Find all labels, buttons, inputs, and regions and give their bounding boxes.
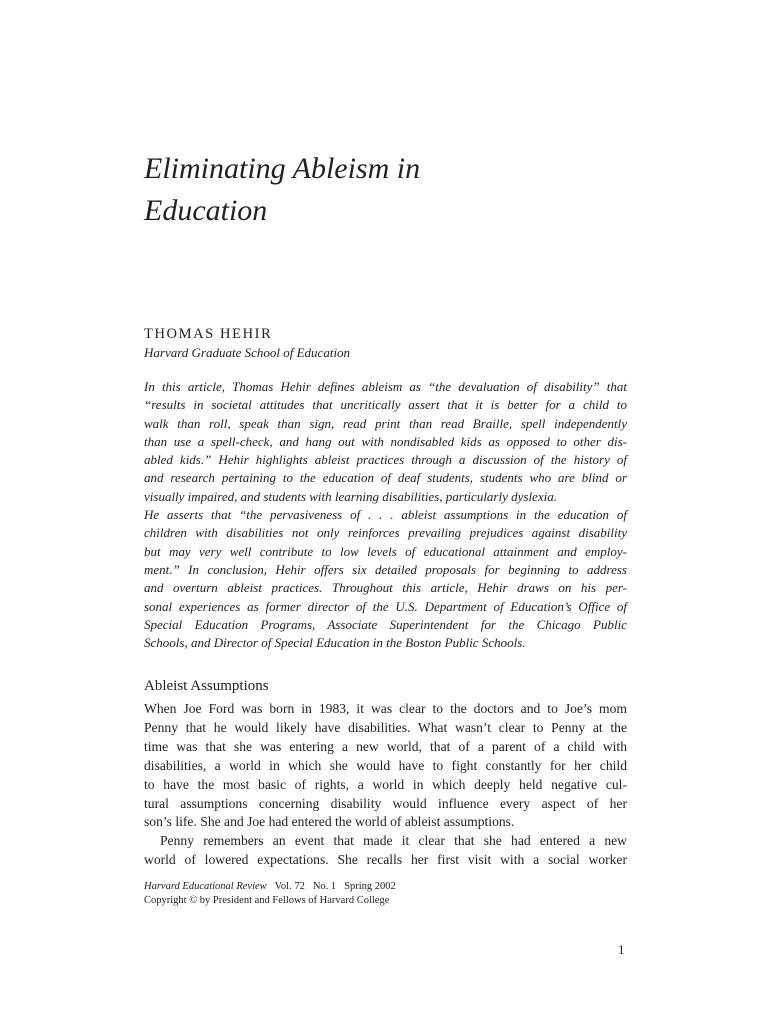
abstract-line: ment.” In conclusion, Hehir offers six detailed proposals for beginning to address [144, 561, 627, 577]
body-line: Penny remembers an event that made it clear that she had entered a new [160, 833, 627, 849]
author-affiliation: Harvard Graduate School of Education [144, 345, 351, 360]
journal-volume: Vol. 72 [274, 881, 305, 892]
abstract-line: Special Education Programs, Associate Superintendent for the Chicago Public [144, 616, 627, 632]
journal-date: Spring 2002 [344, 881, 396, 892]
article-title [144, 148, 624, 232]
body-line: disabilities, a world in which she would have to fight constantly for her child [144, 757, 627, 773]
abstract-line: Schools, and Director of Special Education in the Boston Public Schools. [144, 635, 526, 651]
citation-line [144, 880, 396, 894]
abstract-line: children with disabilities not only reinforces prevailing prejudices against disability [144, 525, 627, 541]
page-number: 1 [618, 942, 625, 957]
author-name: THOMAS HEHIR [144, 326, 273, 342]
journal-name: Harvard Educational Review [144, 881, 267, 892]
abstract [144, 378, 627, 652]
body-line: When Joe Ford was born in 1983, it was clear to the doctors and to Joe’s mom [144, 701, 627, 716]
body-text [144, 700, 627, 870]
abstract-line: and overturn ableist practices. Throughout this article, Hehir draws on his per- [144, 580, 627, 596]
copyright-notice: Copyright © by President and Fellows of Harvard College [144, 895, 390, 906]
journal-issue: No. 1 [312, 881, 337, 892]
abstract-line: and research pertaining to the education of deaf students, students who are blind or [144, 470, 627, 486]
body-line: world of lowered expectations. She recalls her first visit with a social worker [144, 852, 627, 868]
abstract-line: sonal experiences as former director of the U.S. Department of Education’s Office of [144, 598, 627, 614]
journal-footer [144, 880, 396, 908]
abstract-line: “results in societal attitudes that uncritically assert that it is better for a child to [144, 397, 627, 413]
body-line: to have the most basic of rights, a world in which deeply held negative cul- [144, 776, 627, 792]
body-line: tural assumptions concerning disability would influence every aspect of her [144, 795, 627, 811]
body-line: Penny that he would likely have disabilities. What wasn’t clear to Penny at the [144, 719, 627, 735]
section-heading: Ableist Assumptions [144, 678, 269, 694]
title-line: Eliminating Ableism in [144, 152, 421, 185]
body-line: son’s life. She and Joe had entered the world of ableist assumptions. [144, 814, 515, 830]
abstract-line: walk than roll, speak than sign, read print than read Braille, spell independently [144, 415, 627, 431]
abstract-line: In this article, Thomas Hehir defines ableism as “the devaluation of disability” that [144, 379, 627, 394]
abstract-line: than use a spell-check, and hang out with nondisabled kids as opposed to other dis- [144, 433, 627, 449]
abstract-line: He asserts that “the pervasiveness of . . . ableist assumptions in the education of [144, 507, 627, 523]
body-line: time was that she was entering a new world, that of a parent of a child with [144, 738, 627, 754]
abstract-line: visually impaired, and students with learning disabilities, particularly dyslexia. [144, 488, 557, 504]
title-line: Education [144, 194, 268, 227]
abstract-line: abled kids.” Hehir highlights ableist practices through a discussion of the history of [144, 452, 627, 468]
abstract-line: but may very well contribute to low levels of educational attainment and employ- [144, 543, 627, 559]
